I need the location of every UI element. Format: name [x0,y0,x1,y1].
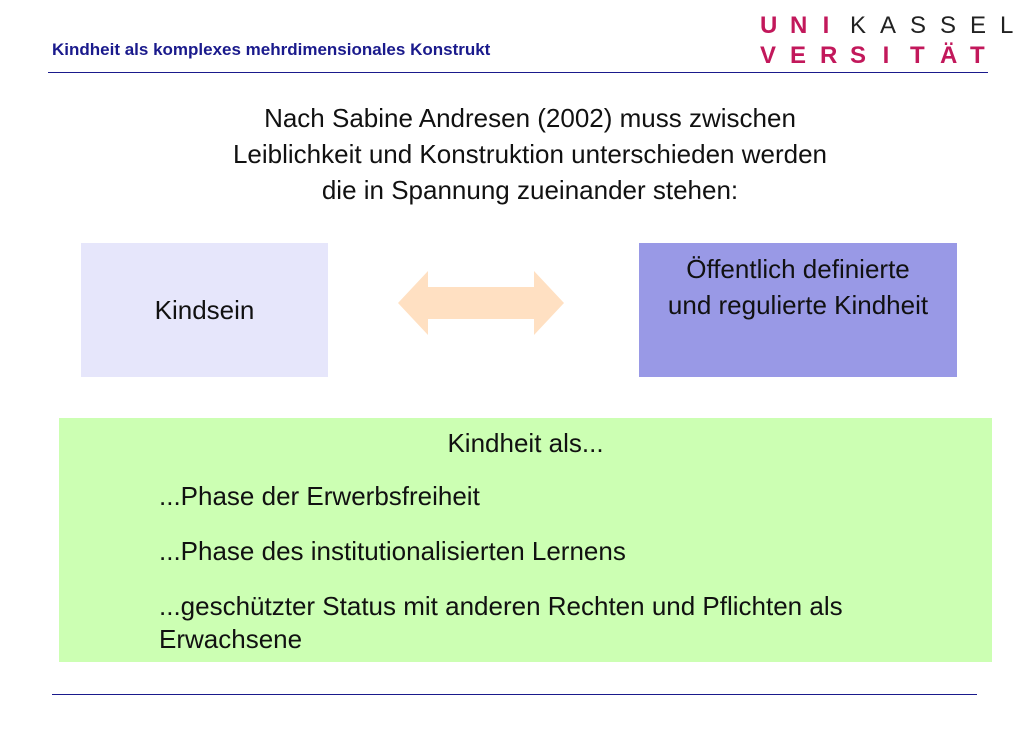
logo-letter: T [970,42,985,69]
kindsein-label: Kindsein [154,294,255,325]
footer-divider [52,694,977,695]
logo-row-versitaet [760,42,985,70]
list-item: ...Phase des institutionalisierten Lernens [159,536,626,566]
logo-row-uni-kassel [760,12,1012,40]
slide-title: Kindheit als komplexes mehrdimensionales Konstrukt [52,40,491,59]
logo-letter: V [760,42,777,69]
logo-letter: N [790,12,808,39]
public-childhood-line: und regulierte Kindheit [667,290,929,320]
logo-letter: I [822,12,830,39]
panel-title: Kindheit als... [447,428,604,458]
logo-letter: E [790,42,807,69]
logo-letter: S [850,42,867,69]
header-divider [48,72,988,73]
intro-text [150,100,910,208]
logo-letter: T [910,42,925,69]
intro-line: Leiblichkeit und Konstruktion unterschieden werden [232,139,828,169]
logo-letter: S [940,12,957,39]
intro-line: die in Spannung zueinander stehen: [321,175,739,205]
logo-letter: Ä [940,42,958,69]
logo-letter: A [880,12,897,39]
public-childhood-box [639,243,957,377]
logo-letter: E [970,12,987,39]
logo-letter: S [910,12,927,39]
list-item: ...Phase der Erwerbsfreiheit [159,481,480,511]
public-childhood-line: Öffentlich definierte [686,254,910,284]
logo-letter: I [882,42,890,69]
logo-letter: K [850,12,867,39]
kindsein-box [81,243,328,377]
logo-letter: U [760,12,778,39]
list-item: ...geschützter Status mit anderen Rechten und Pflichten als Erwachsene [159,591,843,654]
logo-letter: L [1000,12,1014,39]
childhood-as-panel [59,418,992,662]
university-logo [760,12,1014,70]
logo-letter: R [820,42,838,69]
double-arrow-icon [398,271,564,335]
intro-line: Nach Sabine Andresen (2002) muss zwischen [264,103,796,133]
